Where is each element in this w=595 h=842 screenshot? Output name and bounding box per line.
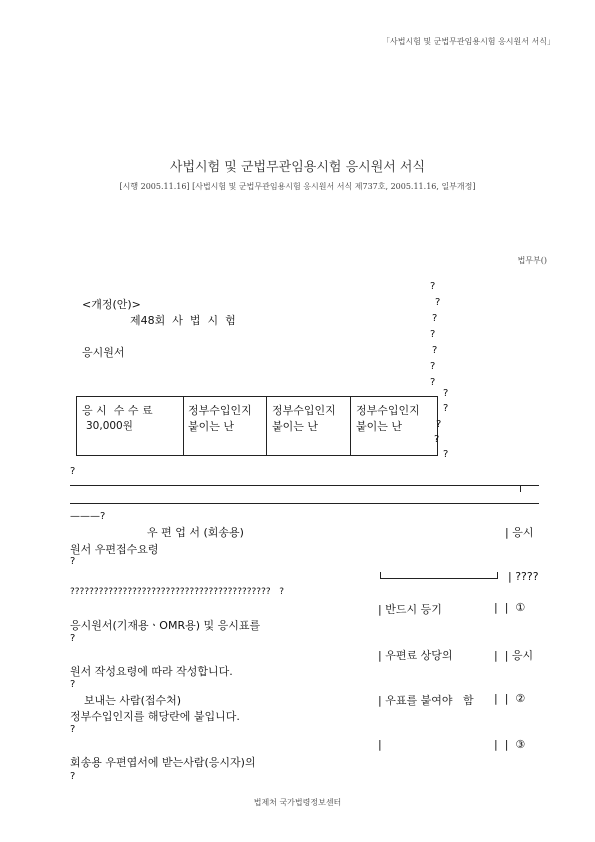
table-divider (350, 396, 351, 455)
step-1-text-continued: 원서 작성요령에 따라 작성합니다. (70, 665, 233, 678)
stamp-note-line3: | 우표를 붙여야 함 (378, 694, 474, 707)
envelope-heading: 우 편 업 서 (회송용) (147, 526, 244, 539)
stamp-box-edge (380, 572, 381, 579)
artifact-mark: ? (70, 556, 76, 567)
artifact-mark: ? (70, 466, 76, 477)
rule-tick (520, 486, 521, 492)
step-2-text: 정부수입인지를 해당란에 붙입니다. (70, 710, 240, 723)
step-2-number: | | ② (494, 692, 526, 705)
envelope-right-head: | 응시 (505, 526, 534, 539)
artifact-mark: ? (430, 329, 436, 340)
artifact-mark: ? (70, 724, 76, 735)
step-1-text: 응시원서(기재용ㆍOMR용) 및 응시표를 (70, 619, 261, 632)
stamp-box-side: | (378, 738, 382, 751)
table-divider (266, 396, 267, 455)
rule-fragment: ———? (70, 511, 106, 522)
qmark-row-right: | ???? (508, 570, 539, 583)
stamp-box-edge (497, 572, 498, 579)
step-3-number: | | ③ (494, 738, 526, 751)
department-label: 법무부() (517, 256, 547, 265)
artifact-mark: ? (443, 403, 449, 414)
stamp-place: 붙이는 난 (356, 420, 403, 433)
stamp-note-line2: | 우편료 상당의 (378, 649, 453, 662)
artifact-mark: ? (432, 345, 438, 356)
artifact-mark: ? (430, 281, 436, 292)
document-title: 사법시험 및 군법무관임용시험 응시원서 서식 (169, 160, 426, 175)
document-subtitle: [시행 2005.11.16] [사법시험 및 군법무관임용시험 응시원서 서식 제737호, 2005.11.16, 일부개정] (119, 182, 476, 191)
table-divider (183, 396, 184, 455)
fee-label: 응 시 수 수 료 (82, 404, 153, 417)
application-label: 응시원서 (82, 346, 125, 359)
page-footer: 법제처 국가법령정보센터 (253, 798, 342, 807)
step-3-text: 회송용 우편엽서에 받는사람(응시자)의 (70, 756, 256, 769)
stamp-label: 정부수입인지 (188, 404, 252, 417)
step-1-continued-right: | | 응시 (494, 649, 534, 662)
guide-heading: 원서 우편접수요령 (70, 543, 159, 556)
artifact-mark: ? (435, 297, 441, 308)
stamp-box-top (380, 578, 498, 579)
exam-name: 제48회 사 법 시 험 (130, 314, 236, 327)
stamp-place: 붙이는 난 (188, 420, 235, 433)
artifact-mark: ? (443, 388, 449, 399)
artifact-mark: ? (434, 434, 440, 445)
table-divider (76, 396, 77, 455)
section-rule (70, 503, 539, 504)
artifact-mark: ? (430, 377, 436, 388)
stamp-place: 붙이는 난 (272, 420, 319, 433)
step-1-number: | | ① (494, 601, 526, 614)
artifact-mark: ? (432, 313, 438, 324)
stamp-label: 정부수입인지 (356, 404, 420, 417)
sender-label: 보내는 사람(접수처) (84, 694, 182, 707)
stamp-label: 정부수입인지 (272, 404, 336, 417)
table-bottom-border (76, 455, 438, 456)
document-source-tag: 「사법시험 및 군법무관임용시험 응시원서 서식」 (381, 37, 555, 46)
artifact-mark: ? (430, 361, 436, 372)
amendment-label: <개정(안)> (82, 298, 141, 311)
section-rule (70, 485, 539, 486)
table-top-border (76, 396, 438, 397)
fee-amount: 30,000원 (86, 420, 133, 432)
artifact-mark: ? (70, 771, 76, 782)
artifact-mark: ? (70, 633, 76, 644)
stamp-note-line1: | 반드시 등기 (378, 603, 442, 616)
artifact-mark: ? (70, 679, 76, 690)
artifact-mark: ? (443, 449, 449, 460)
artifact-mark: ? (436, 419, 442, 430)
qmark-row: ?????????????????????????????????????????? ? (70, 587, 284, 597)
